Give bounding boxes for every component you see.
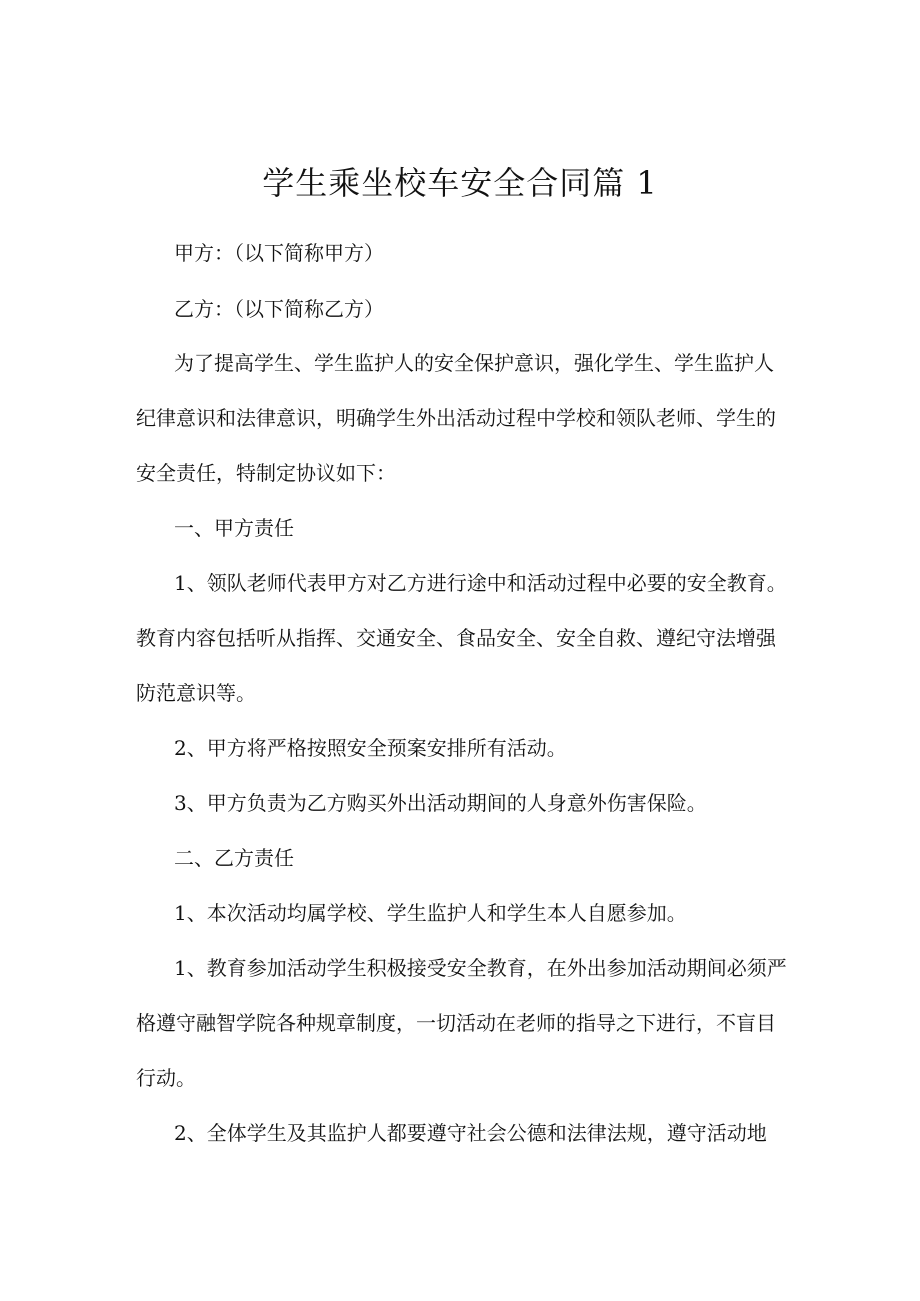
paragraph-line: 1、教育参加活动学生积极接受安全教育，在外出参加活动期间必须严 (174, 956, 787, 980)
document-title: 学生乘坐校车安全合同篇 1 (262, 164, 658, 202)
paragraph-line: 2、甲方将严格按照安全预案安排所有活动。 (174, 736, 567, 760)
paragraph-line: 格遵守融智学院各种规章制度，一切活动在老师的指导之下进行，不盲目 (136, 1011, 776, 1035)
paragraph-line: 3、甲方负责为乙方购买外出活动期间的人身意外伤害保险。 (174, 791, 707, 815)
paragraph-line: 为了提高学生、学生监护人的安全保护意识，强化学生、学生监护人 (174, 351, 774, 375)
paragraph-line: 1、本次活动均属学校、学生监护人和学生本人自愿参加。 (174, 901, 687, 925)
paragraph-line: 安全责任，特制定协议如下： (136, 461, 396, 485)
section-heading: 二、乙方责任 (174, 846, 294, 870)
section-heading: 一、甲方责任 (174, 516, 294, 540)
paragraph-line: 纪律意识和法律意识，明确学生外出活动过程中学校和领队老师、学生的 (136, 406, 776, 430)
party-b-line: 乙方：（以下简称乙方） (174, 297, 384, 321)
paragraph-line: 行动。 (136, 1066, 196, 1090)
paragraph-line: 防范意识等。 (136, 681, 256, 705)
party-a-line: 甲方：（以下简称甲方） (174, 241, 384, 265)
paragraph-line: 教育内容包括听从指挥、交通安全、食品安全、安全自救、遵纪守法增强 (136, 626, 776, 650)
paragraph-line: 1、领队老师代表甲方对乙方进行途中和活动过程中必要的安全教育。 (174, 571, 787, 595)
paragraph-line: 2、全体学生及其监护人都要遵守社会公德和法律法规，遵守活动地 (174, 1121, 767, 1145)
